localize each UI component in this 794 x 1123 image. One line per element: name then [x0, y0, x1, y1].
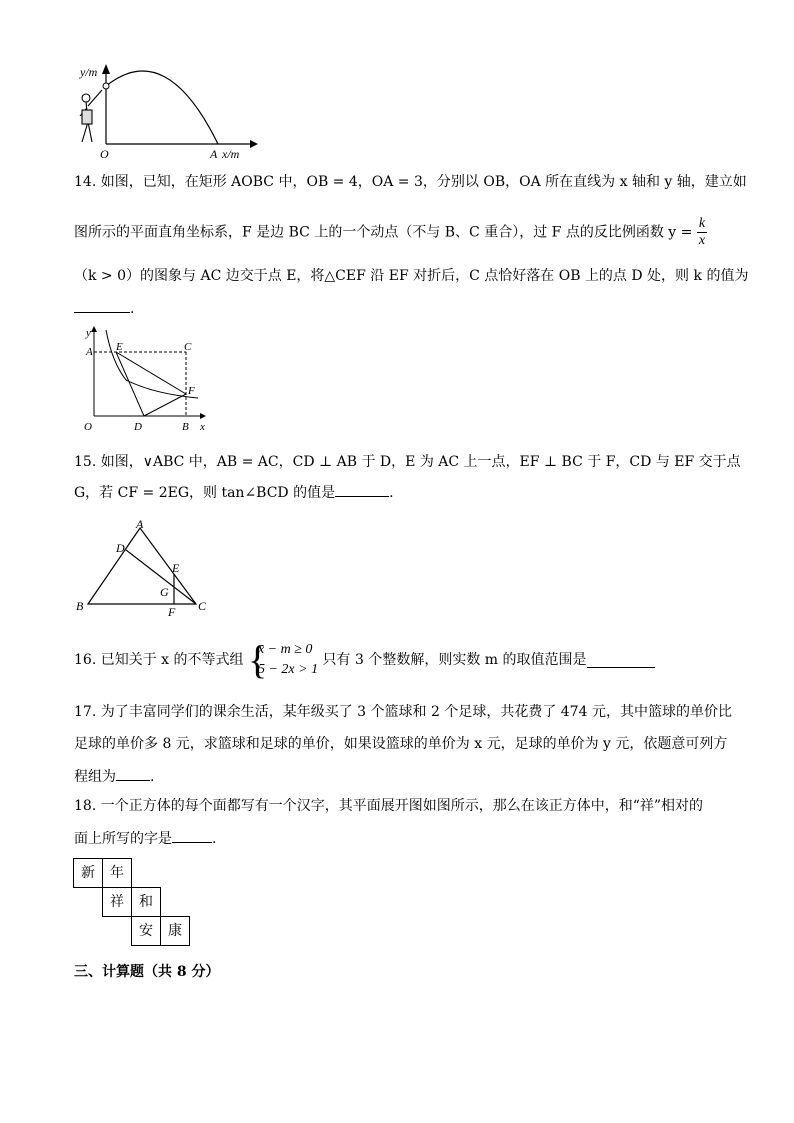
label-x: x: [200, 421, 205, 433]
label-a: A: [86, 346, 93, 358]
q14-number: 14.: [74, 174, 97, 190]
net-cell-2: 年: [102, 858, 132, 888]
q14-line1-text: 如图，已知，在矩形 AOBC 中，OB = 4，OA = 3，分别以 OB，OA 所在直线为 x 轴和 y 轴，建立如: [100, 174, 747, 190]
q17-line1: 17. 为了丰富同学们的课余生活，某年级买了 3 个篮球和 2 个足球，共花费了 474 元，其中篮球的单价比: [74, 704, 732, 720]
inequality-1: x − m ≥ 0: [257, 642, 313, 657]
q14-line4: [74, 298, 134, 319]
net-cell-5: 安: [131, 916, 161, 946]
x-axis-arrow: [250, 140, 258, 148]
inequality-system: [247, 637, 319, 682]
segment-df: [144, 394, 186, 416]
q16-line: [74, 637, 655, 682]
q18-line2: [74, 828, 216, 849]
cube-net: [73, 858, 193, 948]
q17-line3-end: .: [150, 769, 155, 785]
q16-pre: 16. 已知关于 x 的不等式组: [74, 652, 244, 668]
answer-blank-16: [587, 653, 655, 668]
x-axis-label: x/m: [222, 147, 240, 160]
q17-line3: [74, 766, 154, 787]
answer-blank-15: [335, 482, 389, 497]
q14-line4-end: .: [130, 301, 135, 317]
y-axis-label: y/m: [80, 65, 98, 79]
label-d: D: [116, 541, 125, 555]
ball-point: [103, 83, 109, 89]
fraction-denominator: x: [698, 233, 706, 248]
fraction-numerator: k: [698, 216, 706, 231]
origin-label: O: [100, 147, 109, 160]
figure-14-rectangle: [78, 322, 218, 434]
q14-line1: [74, 172, 747, 192]
q14-fraction: [697, 216, 707, 249]
q15-line2-end: .: [389, 485, 394, 501]
label-c: C: [184, 341, 192, 353]
inequality-2: 5 − 2x > 1: [257, 662, 319, 677]
section-3-title: 三、计算题（共 8 分）: [74, 964, 220, 980]
label-a: A: [136, 518, 144, 531]
figure-15-triangle: [72, 518, 218, 618]
q14-line2-text: 图所示的平面直角坐标系，F 是边 BC 上的一个动点（不与 B、C 重合），过 F 点的反比例函数 y =: [74, 224, 693, 241]
label-y: y: [86, 327, 91, 339]
brace: {: [247, 637, 268, 682]
q16-post: 只有 3 个整数解，则实数 m 的取值范围是: [322, 652, 587, 668]
q15-line2-text: G，若 CF = 2EG，则 tan∠BCD 的值是: [74, 485, 336, 501]
label-g: G: [160, 585, 169, 599]
label-b: B: [76, 599, 84, 613]
q14-line2: [74, 216, 707, 249]
answer-blank-18: [172, 828, 212, 843]
segment-ed: [116, 352, 144, 416]
label-d: D: [134, 421, 142, 433]
q14-line3: （k > 0）的图象与 AC 边交于点 E，将△CEF 沿 EF 对折后，C 点恰好落在 OB 上的点 D 处，则 k 的值为: [74, 268, 749, 284]
triangle-abc: [88, 528, 196, 604]
label-c: C: [198, 599, 207, 613]
figure-13-parabola: [70, 60, 260, 160]
y-axis-arrow: [102, 64, 110, 74]
answer-blank-14: [74, 298, 130, 313]
x-axis-arrow: [200, 413, 206, 419]
label-f: F: [188, 385, 195, 397]
q18-line1: 18. 一个正方体的每个面都写有一个汉字，其平面展开图如图所示，那么在该正方体中，和“祥”相对的: [74, 798, 704, 814]
parabola-curve: [106, 71, 218, 144]
segment-ef: [116, 352, 186, 394]
q17-line2: 足球的单价多 8 元，求篮球和足球的单价，如果设篮球的单价为 x 元，足球的单价为 y 元，依题意可列方: [74, 736, 728, 752]
label-e: E: [116, 341, 123, 353]
net-cell-4: 和: [131, 887, 161, 917]
label-o: O: [84, 421, 92, 433]
net-cell-6: 康: [160, 916, 190, 946]
q18-line2-end: .: [212, 831, 217, 847]
label-f: F: [168, 605, 176, 618]
label-e: E: [172, 561, 180, 575]
answer-blank-17: [116, 766, 150, 781]
q15-line1: 15. 如图，∨ABC 中，AB = AC，CD ⊥ AB 于 D，E 为 AC 上一点，EF ⊥ BC 于 F，CD 与 EF 交于点: [74, 454, 741, 470]
net-cell-3: 祥: [102, 887, 132, 917]
point-a-label: A: [210, 147, 218, 160]
thrower-figure: [80, 90, 102, 142]
q17-line3-text: 程组为: [74, 769, 116, 785]
q15-line2: [74, 482, 394, 503]
y-axis-arrow: [91, 326, 97, 332]
net-cell-1: 新: [73, 858, 103, 888]
label-b: B: [182, 421, 189, 433]
q18-line2-text: 面上所写的字是: [74, 831, 172, 847]
